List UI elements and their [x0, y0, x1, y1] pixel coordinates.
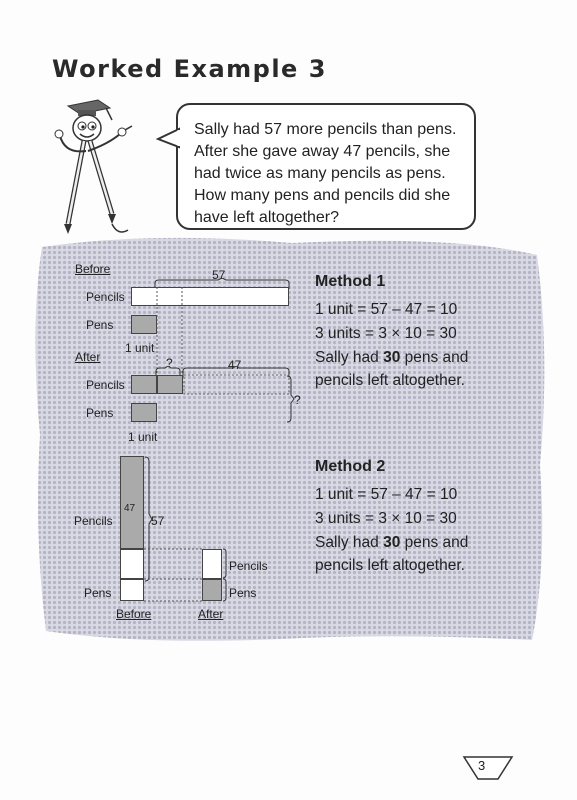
model1-after-pens-bar: [131, 403, 157, 422]
method1-title: Method 1: [315, 273, 386, 290]
page-number: 3: [478, 758, 486, 773]
model2-inner-value: 47: [124, 503, 136, 514]
model2-pencils-label: Pencils: [74, 514, 113, 528]
model1-before-pens-bar: [131, 315, 157, 334]
model2-after-pencils-bar: [202, 549, 222, 579]
model1-before-label: Before: [75, 262, 111, 276]
method2-answer: 30: [383, 534, 401, 551]
model1-after-label: After: [75, 350, 101, 364]
method1-line1: 1 unit = 57 – 47 = 10: [315, 301, 458, 318]
problem-line: have left altogether?: [194, 209, 339, 226]
model1-total-label: 57: [212, 268, 226, 282]
model1-after-pencils-unit1: [131, 375, 157, 394]
method1-answer: 30: [383, 349, 401, 366]
speech-bubble: [176, 103, 476, 230]
method2-line3-post: pens and: [400, 534, 469, 551]
method2-line2: 3 units = 3 × 10 = 30: [315, 510, 457, 527]
problem-line: had twice as many pencils as pens.: [194, 165, 446, 182]
model1-question-small: ?: [166, 356, 173, 370]
model2-before-pencils-remaining: [120, 549, 144, 579]
method1-line3-pre: Sally had: [315, 349, 384, 366]
speech-tail-icon: [156, 127, 180, 151]
method2-line1: 1 unit = 57 – 47 = 10: [315, 486, 458, 503]
model1-question-brace: ?: [294, 393, 301, 407]
model2-after-pens-label: Pens: [229, 586, 257, 600]
method1-line3: [315, 349, 468, 367]
problem-line: After she gave away 47 pencils, she: [194, 143, 451, 160]
model1-gave-label: 47: [228, 358, 242, 372]
model2-after-label: After: [198, 607, 224, 621]
problem-line: Sally had 57 more pencils than pens.: [194, 121, 457, 138]
model1-after-unit-label: 1 unit: [128, 430, 158, 444]
model1-given-away-dashed: [183, 373, 293, 397]
problem-text: [194, 119, 472, 229]
method2-line3: [315, 534, 468, 552]
model1-unit-label: 1 unit: [125, 341, 155, 355]
method1-line3-post: pens and: [400, 349, 469, 366]
compass-mascot-icon: [40, 96, 150, 246]
model2-side-value: 57: [151, 514, 165, 528]
method2-line4: pencils left altogether.: [315, 557, 465, 574]
model1-after-pencils-unit2: [157, 375, 183, 394]
page-number-tab-icon: [462, 755, 514, 781]
model1-pens-label: Pens: [86, 318, 114, 332]
model2-before-label: Before: [116, 607, 152, 621]
model2-pens-label: Pens: [84, 586, 112, 600]
problem-line: How many pens and pencils did she: [194, 187, 451, 204]
model2-after-pens-bar: [202, 579, 222, 601]
model2-after-pencils-label: Pencils: [229, 559, 268, 573]
model2-before-pens-bar: [120, 579, 144, 601]
model1-pencils-label: Pencils: [86, 290, 125, 304]
model1-after-pens-label: Pens: [86, 406, 114, 420]
method1-line2: 3 units = 3 × 10 = 30: [315, 325, 457, 342]
method2-line3-pre: Sally had: [315, 534, 384, 551]
model1-after-pencils-label: Pencils: [86, 378, 125, 392]
method1-line4: pencils left altogether.: [315, 372, 465, 389]
method2-title: Method 2: [315, 458, 386, 475]
page-title: Worked Example 3: [52, 55, 327, 83]
model2-guide-lines: [144, 546, 206, 604]
